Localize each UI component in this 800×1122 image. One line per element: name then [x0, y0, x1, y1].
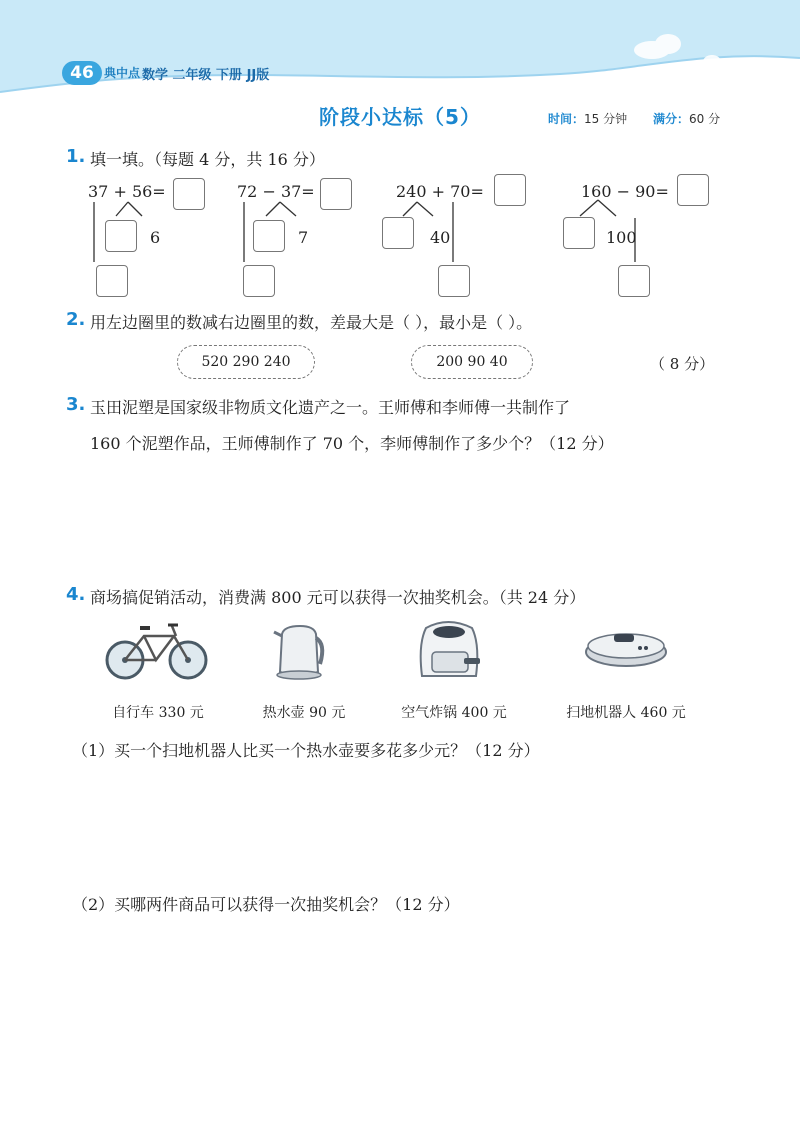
time-label: 时间： — [548, 112, 585, 126]
score-value: 60 分 — [689, 112, 721, 126]
product-kettle-label: 热水壶 90 元 — [262, 705, 346, 721]
question-2-text: 用左边圈里的数减右边圈里的数，差最大是（ ），最小是（ ）。 — [90, 313, 533, 332]
score-info — [653, 110, 720, 127]
question-4-sub-1: （1）买一个扫地机器人比买一个热水壶要多花多少元？（12 分） — [72, 741, 540, 760]
q1-item-3-result-box[interactable] — [438, 265, 470, 297]
page-title: 阶段小达标（5） — [319, 105, 481, 129]
q1-item-2-split-box[interactable] — [253, 220, 285, 252]
q1-item-1-expression: 37 + 56= — [88, 182, 166, 201]
question-1-number: 1. — [66, 146, 86, 167]
page-number: 46 — [62, 61, 102, 85]
question-1-text: 填一填。（每题 4 分，共 16 分） — [90, 150, 325, 169]
question-3-line-1: 玉田泥塑是国家级非物质文化遗产之一。王师傅和李师傅一共制作了 — [90, 398, 571, 417]
q1-item-4-result-box[interactable] — [618, 265, 650, 297]
score-label: 满分： — [653, 112, 690, 126]
q1-item-3-split-box[interactable] — [382, 217, 414, 249]
robot-vacuum-icon — [584, 624, 668, 670]
time-value: 15 分钟 — [584, 112, 628, 126]
question-4-text: 商场搞促销活动，消费满 800 元可以获得一次抽奖机会。（共 24 分） — [90, 588, 586, 607]
q1-item-2-result-box[interactable] — [243, 265, 275, 297]
question-4-number: 4. — [66, 584, 86, 605]
product-bicycle-label: 自行车 330 元 — [112, 705, 204, 721]
q1-item-1-given: 6 — [150, 228, 161, 247]
q1-item-2-expression: 72 − 37= — [237, 182, 315, 201]
question-2-score: （ 8 分） — [650, 355, 715, 373]
product-air-fryer-label: 空气炸锅 400 元 — [401, 705, 507, 721]
q1-item-4-given: 100 — [606, 228, 637, 247]
q1-item-1-split-box[interactable] — [105, 220, 137, 252]
q1-item-4-answer-box[interactable] — [677, 174, 709, 206]
q1-item-3-answer-box[interactable] — [494, 174, 526, 206]
q1-item-1-answer-box[interactable] — [173, 178, 205, 210]
kettle-icon — [270, 620, 330, 682]
brand-logo: 典中点 — [104, 66, 141, 80]
question-3-number: 3. — [66, 394, 86, 415]
q1-item-2-answer-box[interactable] — [320, 178, 352, 210]
product-robot-vacuum-label: 扫地机器人 460 元 — [566, 705, 686, 721]
time-info — [548, 110, 627, 127]
bicycle-icon — [104, 620, 210, 682]
q1-item-3-expression: 240 + 70= — [396, 182, 484, 201]
q1-item-4-split-box[interactable] — [563, 217, 595, 249]
left-number-set: 520 290 240 — [177, 345, 315, 379]
right-number-set: 200 90 40 — [411, 345, 533, 379]
q1-item-3-given: 40 — [430, 228, 451, 247]
q1-item-1-result-box[interactable] — [96, 265, 128, 297]
question-2-number: 2. — [66, 309, 86, 330]
q1-item-4-expression: 160 − 90= — [581, 182, 669, 201]
air-fryer-icon — [412, 614, 488, 684]
question-4-sub-2: （2）买哪两件商品可以获得一次抽奖机会？（12 分） — [72, 895, 460, 914]
question-3-line-2: 160 个泥塑作品，王师傅制作了 70 个，李师傅制作了多少个？（12 分） — [90, 434, 614, 453]
q1-item-2-given: 7 — [298, 228, 309, 247]
book-subject: 数学 二年级 下册 JJ版 — [142, 68, 270, 83]
